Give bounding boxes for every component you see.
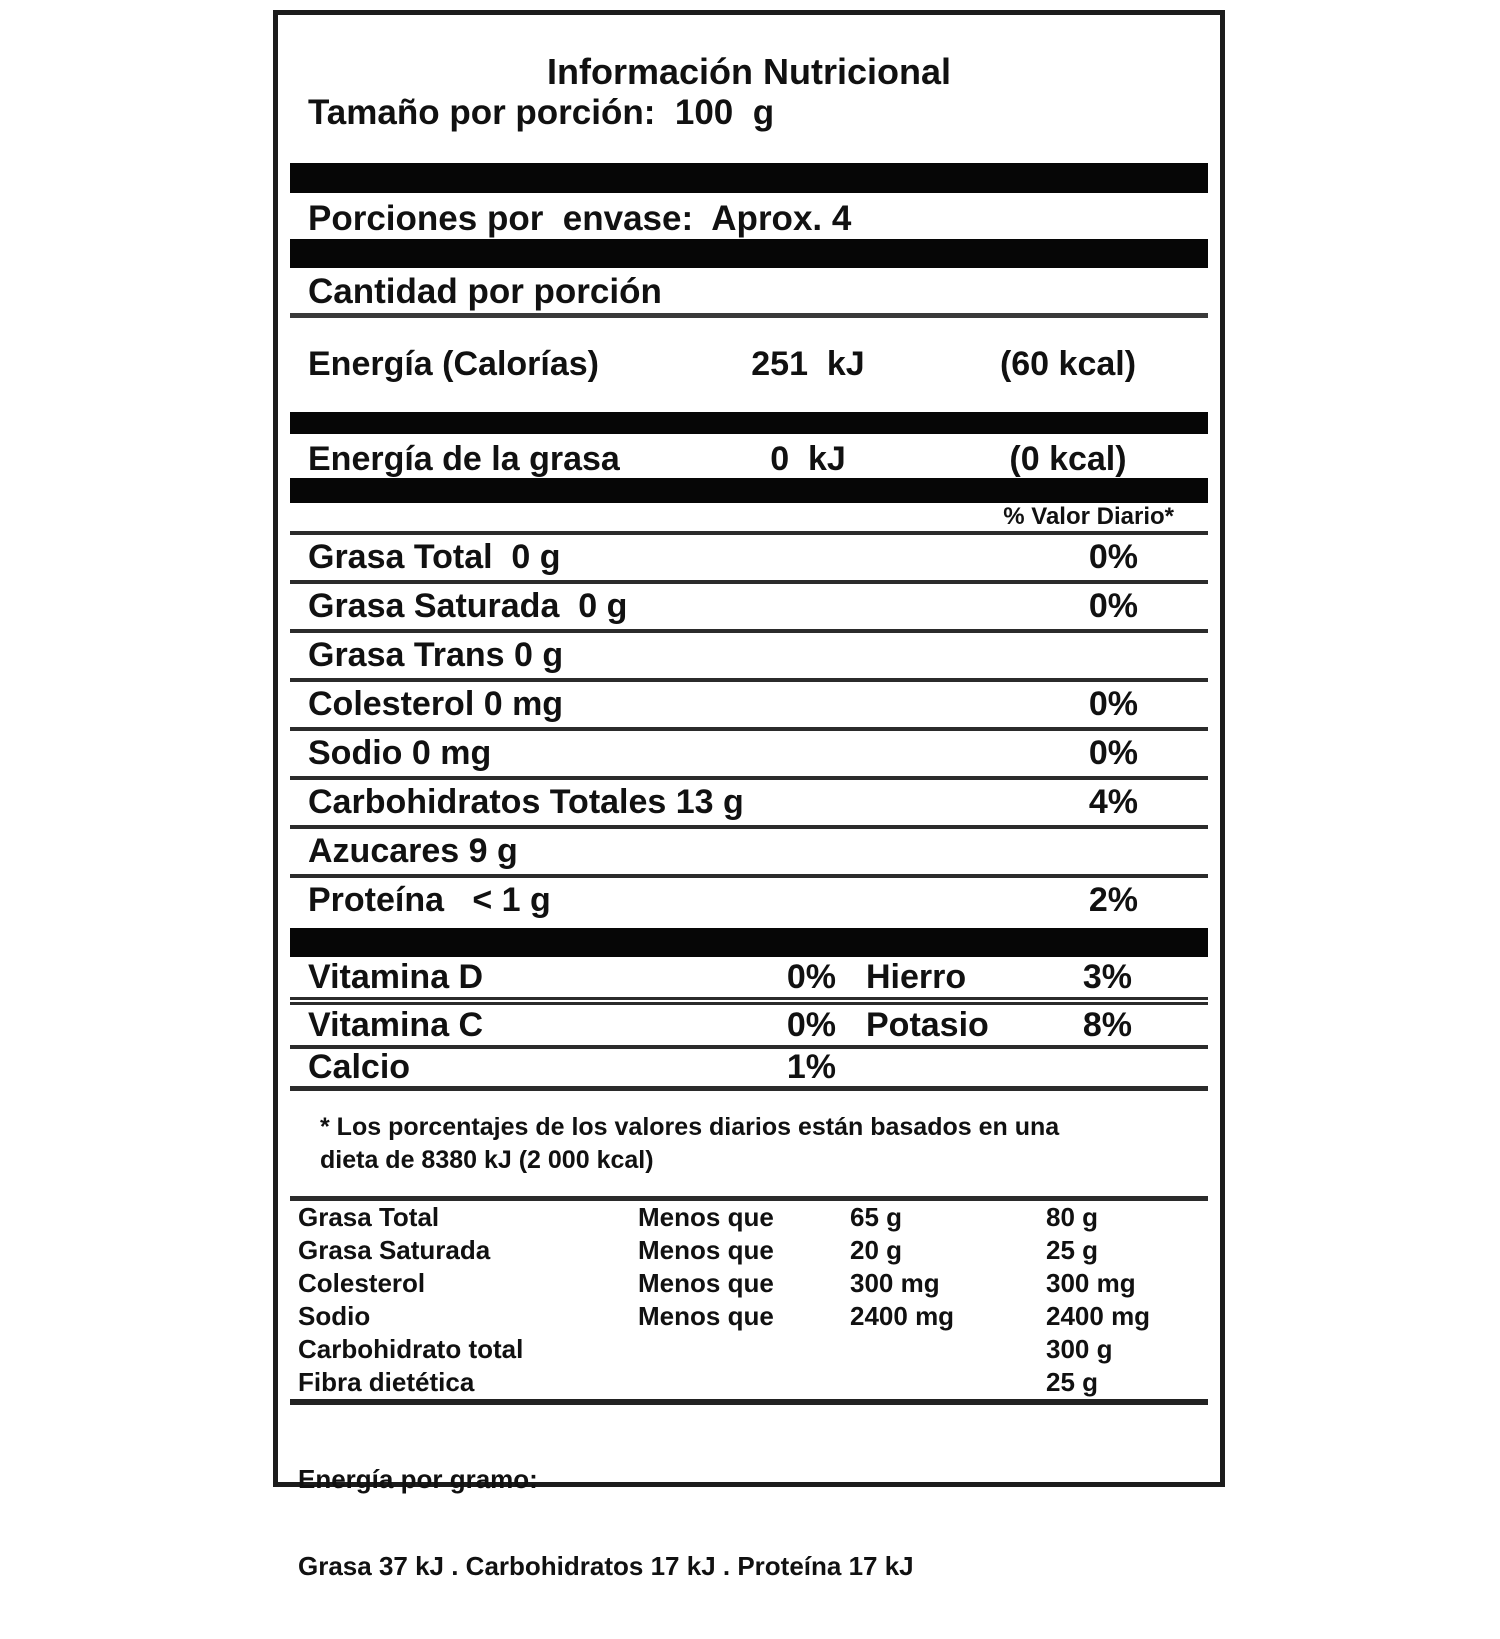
reference-qualifier <box>638 1333 850 1366</box>
vitamins-row-3 <box>290 1049 1208 1086</box>
reference-row <box>290 1201 1208 1234</box>
nutrient-row-sugars <box>290 829 1208 878</box>
reference-name: Grasa Saturada <box>298 1235 491 1265</box>
vitamin-name: Hierro <box>866 958 967 996</box>
reference-qualifier: Menos que <box>638 1301 774 1331</box>
reference-qualifier: Menos que <box>638 1235 774 1265</box>
nutrient-name: Grasa Total 0 g <box>308 538 561 576</box>
nutrient-dv: 0% <box>1088 685 1138 723</box>
nutrient-row-saturated-fat <box>290 584 1208 633</box>
reference-col2: 300 g <box>1046 1334 1113 1364</box>
energy-fat-kcal: (0 kcal) <box>1009 440 1127 478</box>
reference-qualifier: Menos que <box>638 1268 774 1298</box>
divider-bar-3 <box>290 412 1208 434</box>
nutrient-row-cholesterol <box>290 682 1208 731</box>
energy-kj: 251 kJ <box>751 345 865 383</box>
nutrient-row-total-carbs <box>290 780 1208 829</box>
amount-per-serving-header: Cantidad por porción <box>308 272 662 311</box>
divider-bar-5 <box>290 928 1208 957</box>
reference-col2: 25 g <box>1046 1367 1099 1397</box>
reference-col2: 25 g <box>1046 1235 1099 1265</box>
vitamin-value: 0% <box>786 958 836 996</box>
reference-row <box>290 1366 1208 1399</box>
vitamins-row-1 <box>290 957 1208 997</box>
footnote-line-1: * Los porcentajes de los valores diarios están basados en una <box>320 1113 1060 1141</box>
reference-name: Grasa Total <box>298 1202 440 1232</box>
reference-col2: 300 mg <box>1046 1268 1136 1298</box>
reference-row <box>290 1234 1208 1267</box>
nutrient-name: Colesterol 0 mg <box>308 685 564 723</box>
epg-title: Energía por gramo: <box>298 1464 538 1494</box>
divider-double-line <box>290 997 1208 1005</box>
nutrient-row-sodium <box>290 731 1208 780</box>
reference-name: Fibra dietética <box>298 1367 475 1397</box>
reference-row <box>290 1333 1208 1366</box>
reference-col1: 65 g <box>850 1202 903 1232</box>
nutrient-dv: 0% <box>1088 538 1138 576</box>
nutrient-name: Grasa Trans 0 g <box>308 636 564 674</box>
energy-fat-kj: 0 kJ <box>770 440 846 478</box>
label-title: Información Nutricional <box>546 51 952 92</box>
vitamin-value: 0% <box>786 1006 836 1044</box>
divider-bar-2 <box>290 239 1208 268</box>
nutrient-dv <box>1028 829 1138 874</box>
vitamin-name: Calcio <box>308 1048 411 1086</box>
reference-row <box>290 1267 1208 1300</box>
nutrient-name: Azucares 9 g <box>308 832 518 870</box>
energy-row-calories <box>290 342 1208 386</box>
divider-bar-1 <box>290 163 1208 193</box>
nutrient-row-protein <box>290 878 1208 923</box>
reference-qualifier: Menos que <box>638 1202 774 1232</box>
energy-kcal: (60 kcal) <box>999 345 1137 383</box>
nutrient-name: Grasa Saturada 0 g <box>308 587 628 625</box>
nutrient-name: Sodio 0 mg <box>308 734 492 772</box>
reference-col2: 2400 mg <box>1046 1301 1151 1331</box>
reference-col1 <box>850 1366 1046 1399</box>
footnote <box>290 1111 1208 1177</box>
nutrition-label <box>273 10 1225 1581</box>
reference-table <box>290 1201 1208 1399</box>
footnote-line-2: dieta de 8380 kJ (2 000 kcal) <box>320 1146 654 1174</box>
reference-col1 <box>850 1333 1046 1366</box>
nutrient-dv: 0% <box>1088 734 1138 772</box>
reference-col1: 2400 mg <box>850 1301 955 1331</box>
nutrient-row-trans-fat <box>290 633 1208 682</box>
reference-col1: 300 mg <box>850 1268 940 1298</box>
vitamin-name: Vitamina D <box>308 958 484 996</box>
reference-name: Sodio <box>298 1301 371 1331</box>
nutrient-dv: 0% <box>1088 587 1138 625</box>
vitamin-value: 1% <box>786 1048 836 1086</box>
vitamin-value: 8% <box>1082 1006 1132 1044</box>
nutrient-dv: 4% <box>1088 783 1138 821</box>
vitamin-name: Vitamina C <box>308 1006 484 1044</box>
reference-row <box>290 1300 1208 1333</box>
divider-line-1 <box>290 313 1208 318</box>
nutrient-name: Carbohidratos Totales 13 g <box>308 783 744 821</box>
vitamin-name <box>866 1049 1036 1086</box>
reference-qualifier <box>638 1366 850 1399</box>
vitamin-name: Potasio <box>866 1006 989 1044</box>
energy-fat-name: Energía de la grasa <box>308 440 620 478</box>
energy-per-gram <box>290 1407 1208 1639</box>
daily-value-header: % Valor Diario* <box>1003 503 1174 530</box>
energy-row-fat <box>290 440 1208 478</box>
nutrient-dv: 2% <box>1088 881 1138 919</box>
epg-values: Grasa 37 kJ . Carbohidratos 17 kJ . Proteína 17 kJ <box>298 1551 914 1581</box>
divider-line-5 <box>290 1399 1208 1405</box>
nutrient-row-total-fat <box>290 535 1208 584</box>
reference-col2: 80 g <box>1046 1202 1099 1232</box>
vitamins-row-2 <box>290 1005 1208 1049</box>
reference-name: Colesterol <box>298 1268 426 1298</box>
servings-per-container: Porciones por envase: Aprox. 4 <box>308 199 852 238</box>
reference-name: Carbohidrato total <box>298 1334 524 1364</box>
energy-name: Energía (Calorías) <box>308 345 599 383</box>
nutrient-name: Proteína < 1 g <box>308 881 551 919</box>
divider-bar-4 <box>290 478 1208 503</box>
vitamin-value: 3% <box>1082 958 1132 996</box>
reference-col1: 20 g <box>850 1235 903 1265</box>
serving-size: Tamaño por porción: 100 g <box>308 93 775 132</box>
nutrient-dv <box>1028 633 1138 678</box>
vitamin-value <box>1036 1049 1132 1086</box>
divider-line-3 <box>290 1086 1208 1091</box>
